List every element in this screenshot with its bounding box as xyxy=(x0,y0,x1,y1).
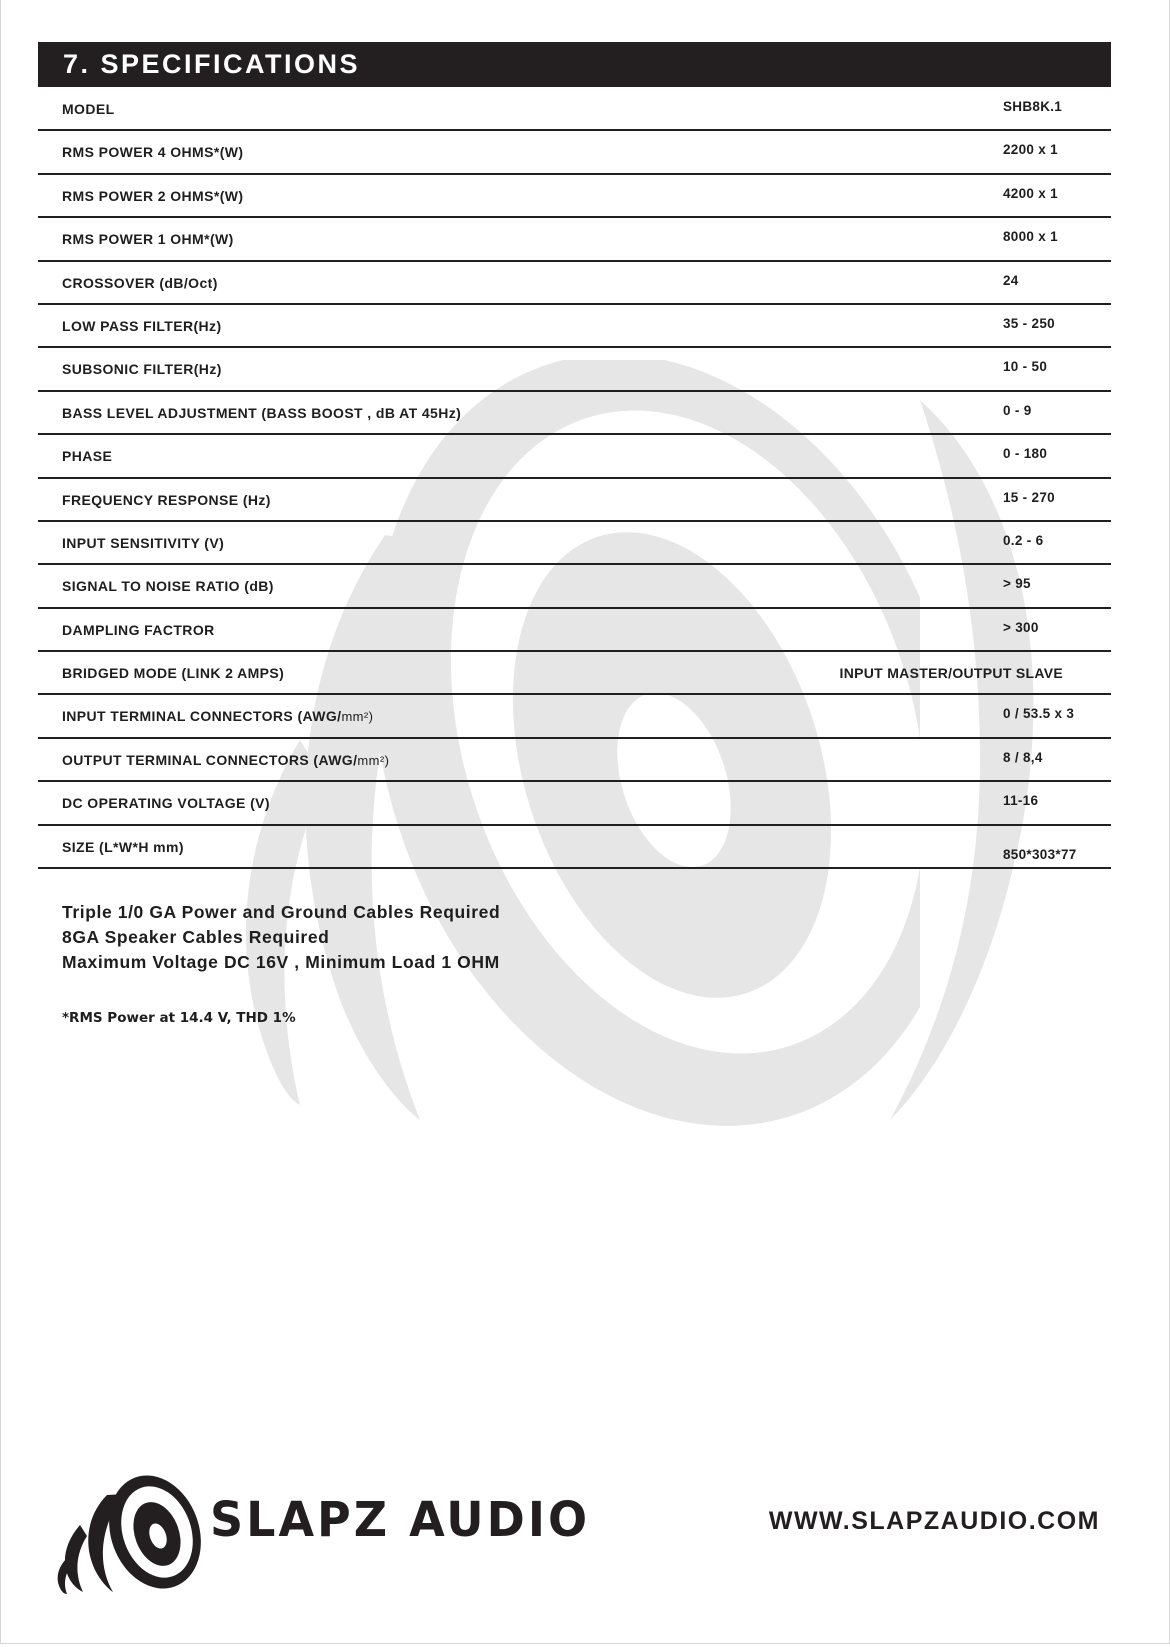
spec-value: 2200 x 1 xyxy=(1003,142,1058,158)
spec-label xyxy=(62,708,373,724)
spec-value: 10 - 50 xyxy=(1003,359,1048,375)
spec-value: 24 xyxy=(1003,272,1019,288)
spec-label: RMS POWER 4 OHMS*(W) xyxy=(62,144,244,161)
spec-value: 8000 x 1 xyxy=(1003,229,1058,245)
spec-row-phase xyxy=(38,435,1111,478)
spec-label-unit: mm²) xyxy=(357,752,390,768)
spec-value: 11-16 xyxy=(1003,793,1039,809)
spec-value: 0.2 - 6 xyxy=(1003,532,1044,548)
spec-row-frequency-response xyxy=(38,479,1111,522)
spec-value: > 300 xyxy=(1003,619,1039,635)
spec-label: RMS POWER 2 OHMS*(W) xyxy=(62,187,244,204)
spec-label: MODEL xyxy=(62,101,115,117)
spec-label-unit: mm²) xyxy=(341,709,374,725)
spec-label-text: INPUT TERMINAL CONNECTORS (AWG/ xyxy=(62,708,342,725)
section-header xyxy=(38,42,1111,87)
spec-value: > 95 xyxy=(1003,576,1031,592)
spec-value: 0 - 9 xyxy=(1003,402,1032,418)
requirements-notes xyxy=(62,900,500,975)
spec-value: 8 / 8,4 xyxy=(1003,749,1043,765)
spec-row-rms-4ohm xyxy=(38,131,1111,174)
section-title: 7. SPECIFICATIONS xyxy=(63,49,361,79)
spec-label: FREQUENCY RESPONSE (Hz) xyxy=(62,491,271,508)
note-line: Maximum Voltage DC 16V , Minimum Load 1 OHM xyxy=(62,952,500,972)
spec-row-subsonic xyxy=(38,348,1111,391)
spec-label: DC OPERATING VOLTAGE (V) xyxy=(62,795,270,812)
spec-label: SIZE (L*W*H mm) xyxy=(62,838,184,855)
spec-label xyxy=(62,752,389,768)
spec-value: 4200 x 1 xyxy=(1003,185,1058,201)
spec-label: INPUT SENSITIVITY (V) xyxy=(62,534,225,551)
spec-row-bass-level xyxy=(38,392,1111,435)
spec-label: LOW PASS FILTER(Hz) xyxy=(62,317,222,334)
specifications-table xyxy=(38,88,1111,869)
website-url[interactable]: WWW.SLAPZAUDIO.COM xyxy=(768,1507,1100,1535)
spec-label: BRIDGED MODE (LINK 2 AMPS) xyxy=(62,665,285,682)
spec-row-rms-1ohm xyxy=(38,218,1111,261)
speaker-swirl-icon xyxy=(55,1470,205,1595)
note-line: 8GA Speaker Cables Required xyxy=(62,927,330,947)
spec-row-bridged-mode xyxy=(38,652,1111,695)
spec-row-input-sensitivity xyxy=(38,522,1111,565)
spec-row-input-terminal xyxy=(38,695,1111,738)
spec-row-model xyxy=(38,88,1111,131)
spec-value: 0 / 53.5 x 3 xyxy=(1003,706,1075,722)
brand-logo-text: SLAPZ AUDIO xyxy=(210,1490,591,1548)
rms-footnote: *RMS Power at 14.4 V, THD 1% xyxy=(62,1010,296,1026)
spec-label-text: OUTPUT TERMINAL CONNECTORS (AWG/ xyxy=(62,751,358,768)
spec-value: 850*303*77 xyxy=(1003,846,1077,862)
spec-label: PHASE xyxy=(62,448,113,465)
note-line: Triple 1/0 GA Power and Ground Cables Required xyxy=(62,902,501,922)
spec-row-rms-2ohm xyxy=(38,175,1111,218)
spec-label: CROSSOVER (dB/Oct) xyxy=(62,274,218,291)
spec-value: INPUT MASTER/OUTPUT SLAVE xyxy=(839,665,1063,682)
spec-label: SUBSONIC FILTER(Hz) xyxy=(62,361,222,378)
spec-row-crossover xyxy=(38,262,1111,305)
spec-value: 15 - 270 xyxy=(1003,489,1055,505)
spec-row-output-terminal xyxy=(38,739,1111,782)
spec-label: RMS POWER 1 OHM*(W) xyxy=(62,231,234,248)
spec-label: BASS LEVEL ADJUSTMENT (BASS BOOST , dB AT 45Hz) xyxy=(62,404,462,421)
spec-label: SIGNAL TO NOISE RATIO (dB) xyxy=(62,578,274,595)
spec-row-size xyxy=(38,826,1111,869)
spec-row-damping-factor xyxy=(38,609,1111,652)
spec-label: DAMPLING FACTROR xyxy=(62,621,215,638)
spec-value: 0 - 180 xyxy=(1003,446,1048,462)
spec-value: SHB8K.1 xyxy=(1003,99,1063,114)
spec-row-snr xyxy=(38,565,1111,608)
spec-row-low-pass xyxy=(38,305,1111,348)
spec-row-dc-voltage xyxy=(38,782,1111,825)
spec-value: 35 - 250 xyxy=(1003,315,1055,331)
